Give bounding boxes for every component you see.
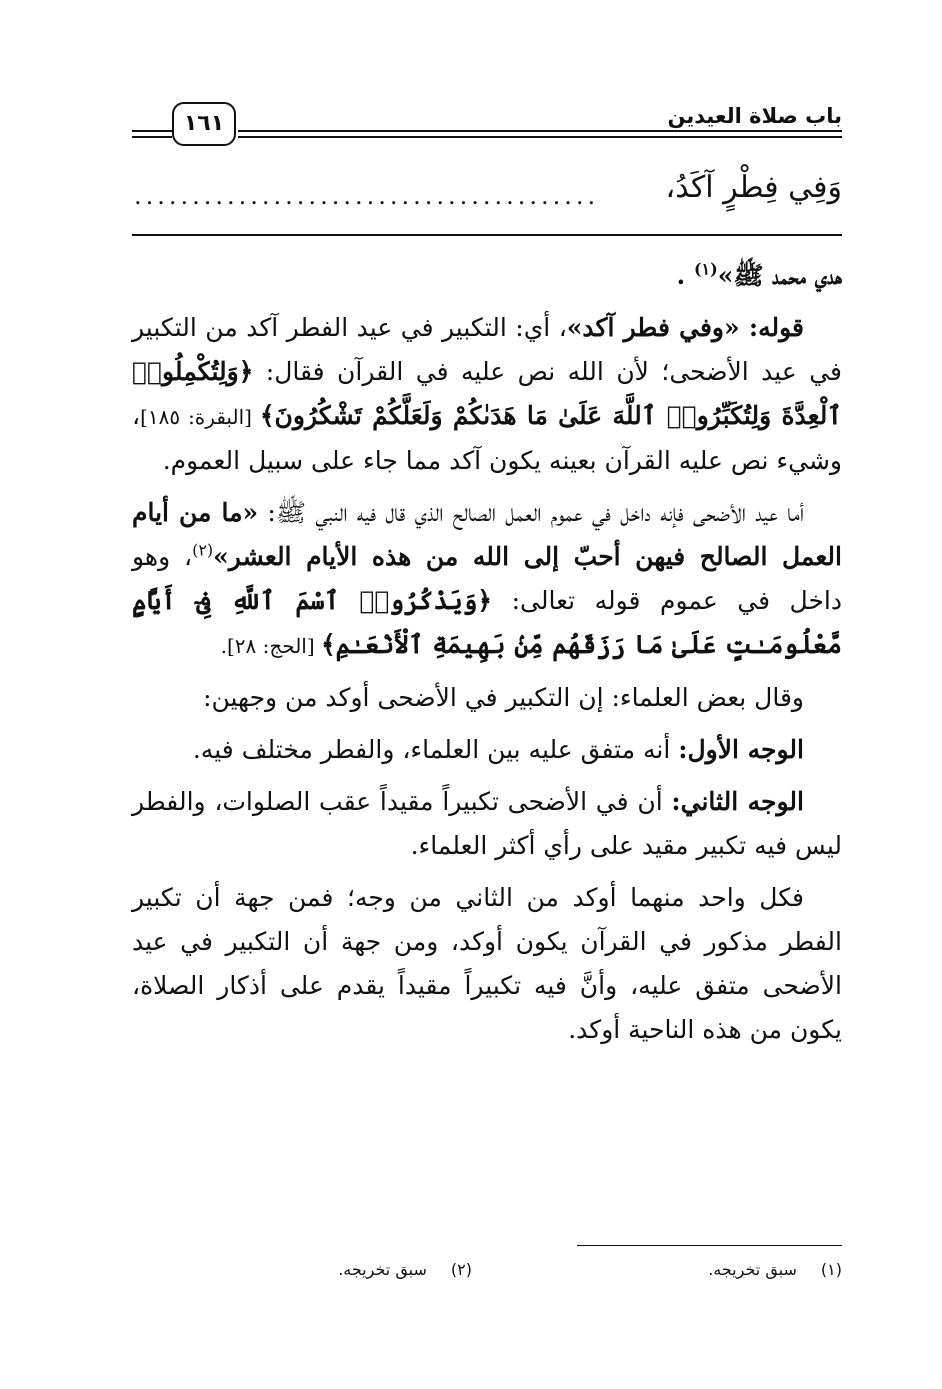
verse-reference: [الحج: ٢٨]. — [220, 634, 322, 658]
aspect-label: الوجه الثاني: — [671, 787, 804, 816]
chapter-title: باب صلاة العيدين — [667, 104, 842, 128]
matn-separator — [132, 234, 842, 236]
footnote-marker: (٢) — [192, 540, 214, 560]
footnote-item: (٢)سبق تخريجه. — [338, 1260, 472, 1279]
page-number: ١٦١ — [172, 102, 236, 146]
matn-quote: قوله: «وفي فطر آكد» — [566, 313, 804, 342]
paragraph-conclusion: فكل واحد منهما أوكد من الثاني من وجه؛ فمن جهة أن تكبير الفطر مذكور في القرآن يكون أوكد، ومن جهة أن التكبير في عيد الأضحى متفق عليه، وأنَّ فيه تكبيراً مقيداً يقدم على أذكار الصلاة، يكون من هذه الناحية أوكد. — [132, 883, 842, 1044]
footnote-item: (١)سبق تخريجه. — [708, 1260, 842, 1279]
paragraph-second-aspect: الوجه الثاني: أن في الأضحى تكبيراً مقيداً عقب الصلوات، والفطر ليس فيه تكبير مقيد على رأي أكثر العلماء. — [132, 787, 842, 860]
paragraph-ulama: وقال بعض العلماء: إن التكبير في الأضحى أوكد من وجهين: — [203, 683, 804, 712]
header-rule — [132, 136, 172, 138]
aspect-label: الوجه الأول: — [678, 735, 804, 764]
footnote-separator — [577, 1245, 842, 1246]
matn-text: وَفِي فِطْرٍ آكَدُ، — [665, 170, 842, 205]
paragraph-first-aspect: الوجه الأول: أنه متفق عليه بين العلماء، والفطر مختلف فيه. — [192, 735, 804, 764]
quran-verse: ﴿وَلِتُكْمِلُوا۟ ٱلْعِدَّةَ وَلِتُكَبِّرُوا۟ ٱللَّهَ عَلَىٰ مَا هَدَىٰكُمْ وَلَعَلَّكُمْ تَشْكُرُونَ﴾ — [132, 357, 842, 430]
quran-verse: ﴿وَيَذْكُرُوا۟ ٱسْمَ ٱللَّهِ فِىٓ أَيَّامٍ مَّعْلُومَـٰتٍ عَلَىٰ مَا رَزَقَهُم مِّنۢ بَهِيمَةِ ٱلْأَنْعَـٰمِ﴾ — [132, 586, 842, 659]
paragraph-adha: أما عيد الأضحى فإنه داخل في عموم العمل الصالح الذي قال فيه النبي ﷺ: «ما من أيام العمل الصالح فيهن أحبّ إلى الله من هذه الأيام العشر»$^{(٢)}$، وهو داخل في عموم قوله تعالى: ﴿وَيَذْكُرُوا۟ ٱسْمَ ٱللَّهِ فِىٓ أَيَّامٍ مَّعْلُومَـٰتٍ عَلَىٰ مَا رَزَقَهُم مِّنۢ بَهِيمَةِ ٱلْأَنْعَـٰمِ﴾ [الحج: ٢٨]. — [132, 498, 843, 659]
footnote-marker: (١) — [693, 259, 718, 279]
hadith-quote: «ما من أيام العمل الصالح فيهن أحبّ إلى الله من هذه الأيام العشر» — [132, 498, 843, 571]
header-rule — [238, 130, 842, 132]
header-rule — [238, 136, 842, 138]
header-rule — [132, 130, 172, 132]
verse-reference: [البقرة: ١٨٥] — [140, 405, 260, 429]
continued-line: هدي محمد ﷺ»$^{(١)}$ . — [676, 259, 842, 290]
commentary-body — [132, 254, 842, 1060]
paragraph-qawluhu: قوله: «وفي فطر آكد»، أي: التكبير في عيد الفطر آكد من التكبير في عيد الأضحى؛ لأن الله نص عليه في القرآن فقال: ﴿وَلِتُكْمِلُوا۟ ٱلْعِدَّةَ وَلِتُكَبِّرُوا۟ ٱللَّهَ عَلَىٰ مَا هَدَىٰكُمْ وَلَعَلَّكُمْ تَشْكُرُونَ﴾ [البقرة: ١٨٥]، وشيء نص عليه القرآن بعينه يكون آكد مما جاء على سبيل العموم. — [132, 313, 842, 475]
matn-dots: ........................................ — [134, 182, 600, 210]
